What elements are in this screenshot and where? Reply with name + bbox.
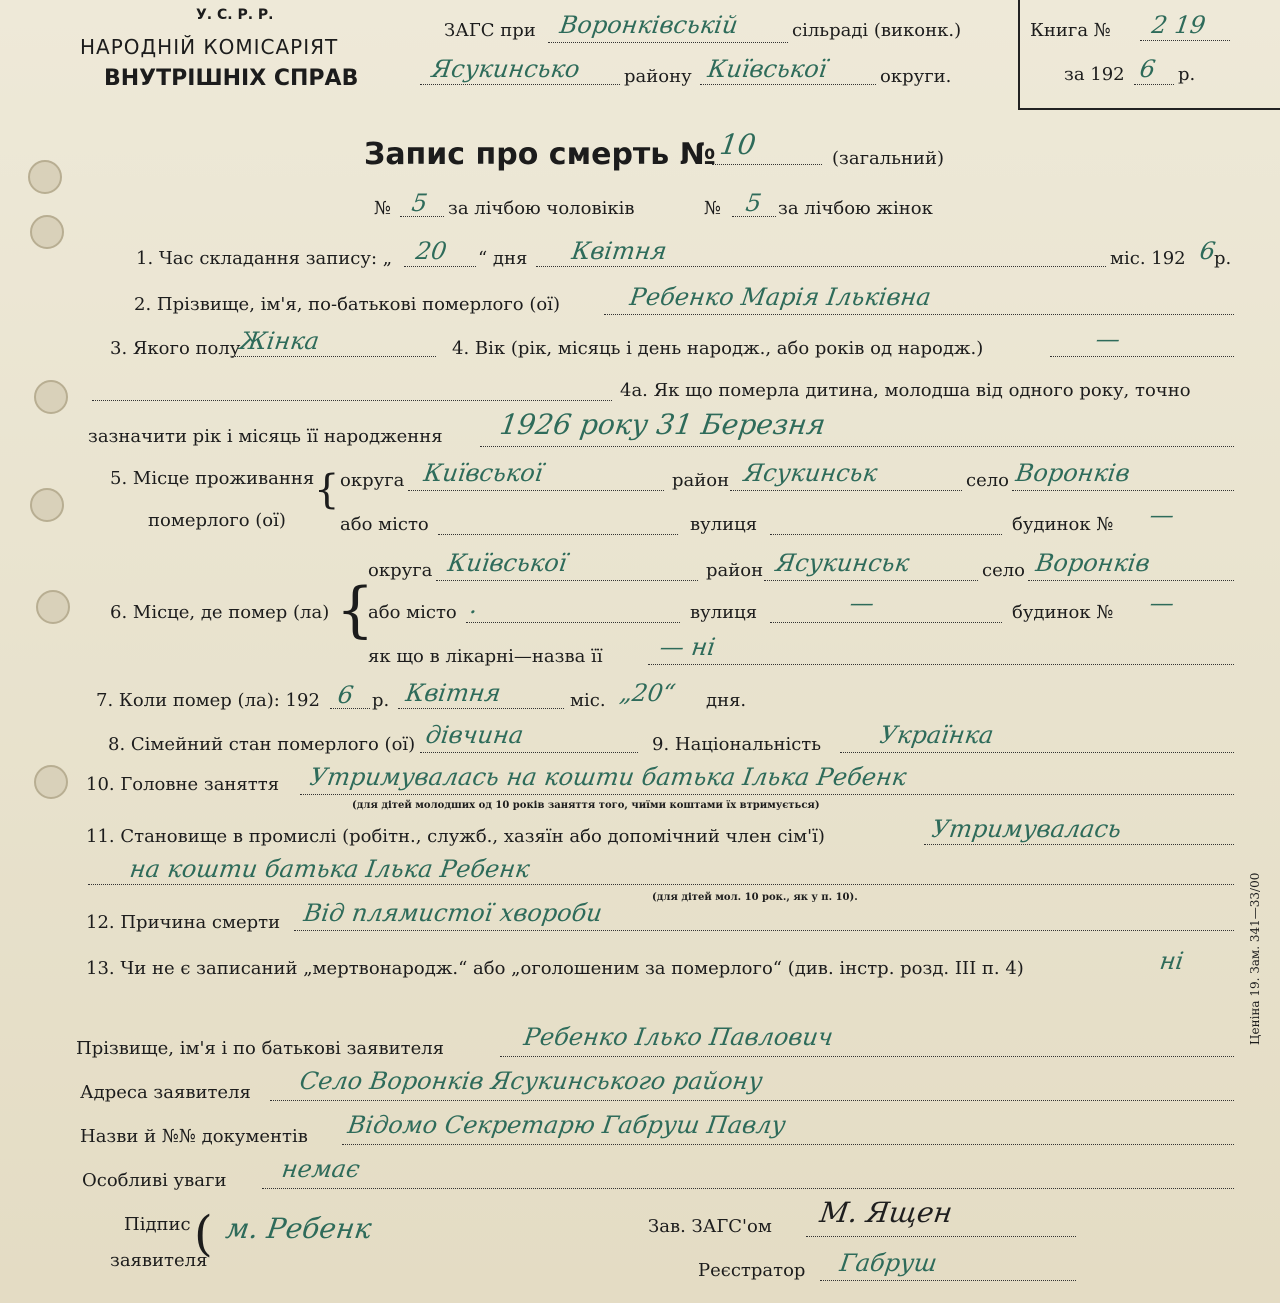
f10-line: [300, 794, 1234, 795]
f12-label: 12. Причина смерти: [86, 912, 281, 933]
f3-label: 3. Якого полу: [110, 338, 241, 359]
f5-selo-line: [1012, 490, 1234, 491]
f2-value: Ребенко Марія Ільківна: [628, 283, 933, 311]
f10-note: (для дітей молодших од 10 років заняття того, чиїми коштами їх втримується): [352, 800, 820, 811]
f1-day-suffix: “ дня: [478, 248, 528, 269]
f7-r: р.: [372, 690, 390, 711]
f7-day: „20“: [618, 679, 678, 707]
punch-hole: [28, 160, 62, 194]
f5-rayon-value: Ясукинськ: [742, 459, 880, 487]
women-prefix: №: [704, 198, 722, 219]
sign-label-1: Підпис: [124, 1214, 191, 1235]
applicant-name-label: Прізвище, ім'я і по батькові заявителя: [76, 1038, 445, 1059]
f4a-value: 1926 року 31 Березня: [497, 408, 828, 441]
f5-city-line: [438, 534, 678, 535]
f6-city-line: [466, 622, 680, 623]
f4-value: —: [1094, 325, 1122, 353]
applicant-notes-value: немає: [280, 1155, 362, 1183]
applicant-address-value: Село Воронків Ясукинського району: [298, 1067, 765, 1095]
registrar-signature: Габруш: [838, 1249, 939, 1277]
applicant-notes-line: [262, 1188, 1234, 1189]
f11-line2: [88, 884, 1234, 885]
f13-label: 13. Чи не є записаний „мертвонародж.“ або „оголошеним за померлого“ (див. інстр. розд. III п. 4): [86, 958, 1024, 979]
f10-label: 10. Головне заняття: [86, 774, 280, 795]
f6-hospital-label: як що в лікарні—назва її: [368, 646, 603, 667]
zags-line: [548, 42, 788, 43]
f6-rayon-label: район: [706, 560, 764, 581]
applicant-address-line: [270, 1100, 1234, 1101]
men-line: [400, 216, 444, 217]
applicant-docs-label: Назви й №№ документів: [80, 1126, 308, 1147]
men-label: за лічбою чоловіків: [448, 198, 635, 219]
sign-brace: (: [194, 1206, 213, 1262]
punch-hole: [30, 488, 64, 522]
f6-rayon-line: [764, 580, 978, 581]
applicant-name-value: Ребенко Ілько Павлович: [522, 1023, 835, 1051]
f5-street-line: [770, 534, 1002, 535]
f7-month: Квітня: [404, 679, 503, 707]
f9-line: [840, 752, 1234, 753]
f1-month-suffix: міс. 192: [1110, 248, 1186, 269]
f11-value2: на кошти батька Ілька Ребенк: [128, 855, 532, 883]
f1-month: Квітня: [570, 237, 669, 265]
f5-brace: {: [314, 467, 340, 513]
f5-selo-label: село: [966, 470, 1010, 491]
zags-head-signature: М. Ящен: [817, 1196, 955, 1229]
f5-label1: 5. Місце проживання: [110, 468, 315, 489]
commissariat-line-1: НАРОДНІЙ КОМІСАРІЯТ: [80, 35, 339, 59]
f4a-line: [480, 446, 1234, 447]
f6-street-label: вулиця: [690, 602, 758, 623]
record-general: (загальний): [832, 148, 944, 169]
council-label: сільраді (виконк.): [792, 20, 962, 41]
applicant-name-line: [500, 1056, 1234, 1057]
book-year-suffix: р.: [1178, 64, 1196, 85]
men-count: 5: [410, 189, 430, 217]
f6-selo-line: [1028, 580, 1234, 581]
f3-line: [232, 356, 436, 357]
f6-okrug-label: округа: [368, 560, 433, 581]
f6-house-value: —: [1148, 589, 1176, 617]
registrar-line: [820, 1280, 1076, 1281]
f5-rayon-line: [730, 490, 962, 491]
okrug-line: [700, 84, 876, 85]
punch-hole: [30, 215, 64, 249]
f4a-blank-line: [92, 400, 612, 401]
commissariat-line-2: ВНУТРІШНІХ СПРАВ: [104, 66, 359, 91]
f5-rayon-label: район: [672, 470, 730, 491]
okrug-label: округи.: [880, 66, 952, 87]
f4a-label: 4а. Як що померла дитина, молодша від одного року, точно: [620, 380, 1191, 401]
punch-hole: [34, 380, 68, 414]
okrug-value: Київської: [706, 55, 829, 83]
book-number-line: [1140, 40, 1230, 41]
f11-label: 11. Становище в промислі (робітн., служб., хазяїн або допомічний член сім'ї): [86, 826, 825, 847]
women-line: [732, 216, 776, 217]
record-title: Запис про смерть №: [364, 137, 716, 172]
f6-selo-label: село: [982, 560, 1026, 581]
zags-value: Воронківській: [558, 11, 740, 39]
f6-okrug-line: [436, 580, 698, 581]
f12-line: [294, 930, 1234, 931]
zags-head-label: Зав. ЗАГС'ом: [648, 1216, 772, 1237]
book-year-line: [1134, 84, 1174, 85]
sign-label-2: заявителя: [110, 1250, 208, 1271]
f4-line: [1050, 356, 1234, 357]
f6-rayon-value: Ясукинськ: [774, 549, 912, 577]
f6-city-value: .: [468, 591, 480, 619]
f1-year-digit: 6: [1198, 237, 1218, 265]
women-label: за лічбою жінок: [778, 198, 933, 219]
women-count: 5: [744, 189, 764, 217]
f1-end: р.: [1214, 248, 1232, 269]
applicant-docs-line: [342, 1144, 1234, 1145]
f5-okrug-line: [408, 490, 664, 491]
f9-label: 9. Національність: [652, 734, 822, 755]
f9-value: Українка: [878, 721, 996, 749]
record-number-line: [712, 164, 822, 165]
f5-selo-value: Воронків: [1014, 459, 1132, 487]
f6-street-line: [770, 622, 1002, 623]
f8-line: [420, 752, 638, 753]
f2-label: 2. Прізвище, ім'я, по-батькові померлого (ої): [134, 294, 561, 315]
f11-value: Утримувалась: [930, 815, 1124, 843]
record-number: 10: [717, 128, 759, 161]
f10-value: Утримувалась на кошти батька Ілька Ребенк: [308, 763, 909, 791]
zags-label: ЗАГС при: [444, 20, 536, 41]
f11-note: (для дітей мол. 10 рок., як у п. 10).: [652, 892, 858, 903]
book-year-label: за 192: [1064, 64, 1125, 85]
f6-hospital-line: [648, 664, 1234, 665]
district-label: району: [624, 66, 692, 87]
f1-day-line: [404, 266, 476, 267]
f6-hospital-value: — ні: [658, 633, 718, 661]
district-value: Ясукинсько: [430, 55, 582, 83]
f4-label: 4. Вік (рік, місяць і день народж., або років од народж.): [452, 338, 984, 359]
district-line: [420, 84, 620, 85]
zags-head-line: [806, 1236, 1076, 1237]
print-note: Ценіна 19. Зам. 341—33/00: [1248, 872, 1262, 1045]
f7-month-line: [398, 708, 564, 709]
punch-hole: [34, 765, 68, 799]
f3-value: Жінка: [238, 327, 322, 355]
f13-value: ні: [1158, 947, 1186, 975]
f7-year-digit: 6: [336, 681, 356, 709]
applicant-notes-label: Особливі уваги: [82, 1170, 227, 1191]
registrar-label: Реєстратор: [698, 1260, 806, 1281]
f7-day-suffix: дня.: [706, 690, 747, 711]
f6-label: 6. Місце, де помер (ла): [110, 602, 330, 623]
applicant-address-label: Адреса заявителя: [80, 1082, 251, 1103]
f6-city-label: або місто: [368, 602, 457, 623]
men-prefix: №: [374, 198, 392, 219]
book-number: 2 19: [1150, 11, 1208, 39]
f12-value: Від плямистої хвороби: [302, 899, 604, 927]
f1-day: 20: [414, 237, 449, 265]
f6-house-label: будинок №: [1012, 602, 1114, 623]
punch-hole: [36, 590, 70, 624]
f1-month-line: [536, 266, 1106, 267]
applicant-signature: м. Ребенк: [223, 1212, 374, 1245]
f11-line: [924, 844, 1234, 845]
book-year-digit: 6: [1138, 55, 1158, 83]
f6-brace: {: [336, 575, 375, 645]
applicant-docs-value: Відомо Секретарю Габруш Павлу: [346, 1111, 788, 1139]
book-label: Книга №: [1030, 20, 1111, 41]
f5-okrug-label: округа: [340, 470, 405, 491]
f5-house-value: —: [1148, 501, 1176, 529]
f1-label: 1. Час складання запису: „: [136, 248, 393, 269]
ussr-header: У. С. Р. Р.: [196, 7, 274, 23]
f6-okrug-value: Київської: [446, 549, 569, 577]
f4a-label2: зазначити рік і місяць її народження: [88, 426, 443, 447]
f5-label2: померлого (ої): [148, 510, 286, 531]
f2-line: [604, 314, 1234, 315]
f8-value: дівчина: [424, 721, 526, 749]
f5-okrug-value: Київської: [422, 459, 545, 487]
f6-street-value: —: [848, 589, 876, 617]
f8-label: 8. Сімейний стан померлого (ої): [108, 734, 416, 755]
f5-house-label: будинок №: [1012, 514, 1114, 535]
f7-month-suffix: міс.: [570, 690, 606, 711]
f7-year-line: [330, 708, 370, 709]
f6-selo-value: Воронків: [1034, 549, 1152, 577]
f7-label: 7. Коли помер (ла): 192: [96, 690, 320, 711]
f5-street-label: вулиця: [690, 514, 758, 535]
f5-city-label: або місто: [340, 514, 429, 535]
